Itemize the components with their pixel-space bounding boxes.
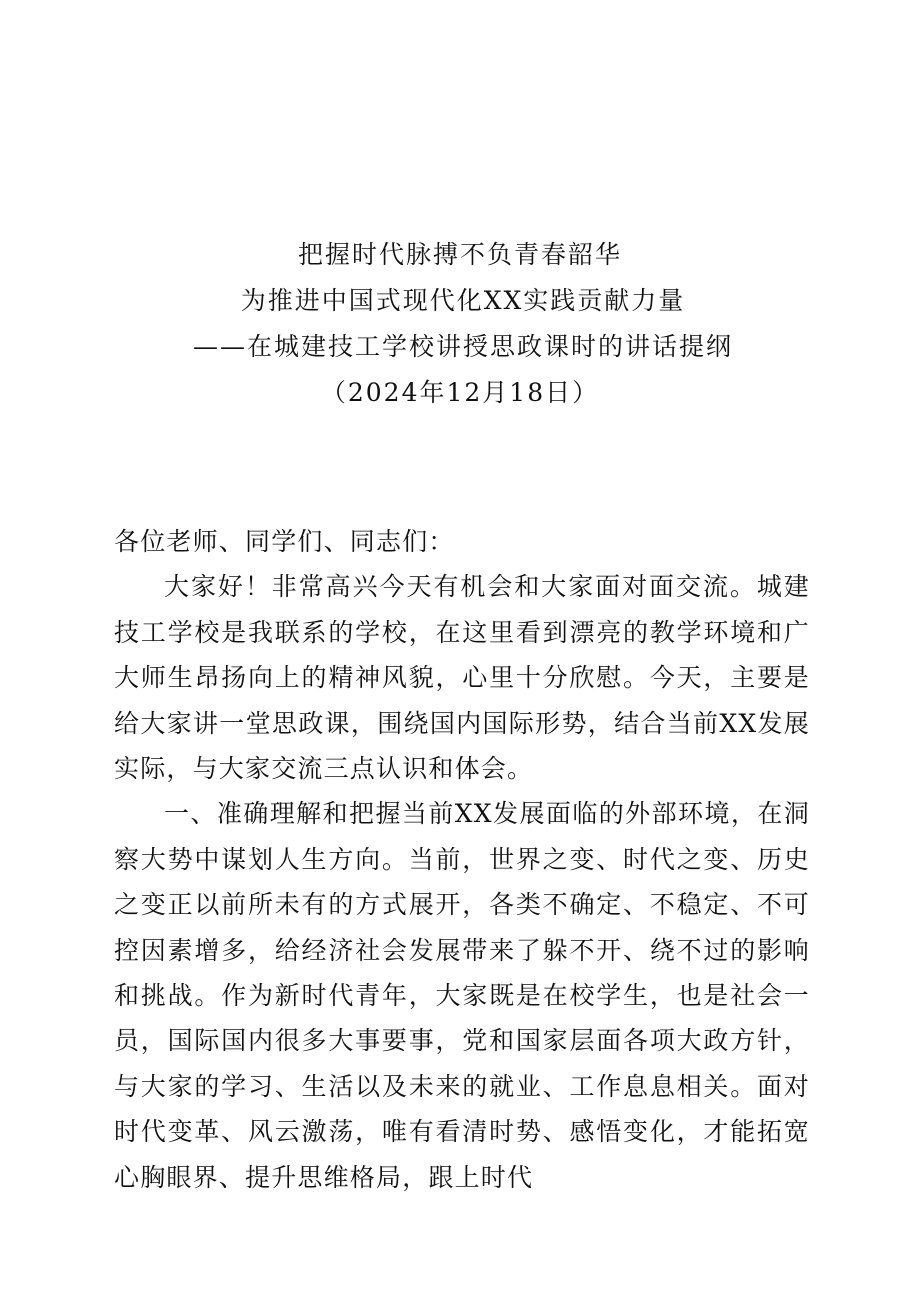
paragraph-section-one: 一、准确理解和把握当前XX发展面临的外部环境，在洞察大势中谋划人生方向。当前，世界之变、时代之变、历史之变正以前所未有的方式展开，各类不确定、不稳定、不可控因素增多，给经济社会发展带来了躲不开、绕不过的影响和挑战。作为新时代青年，大家既是在校学生，也是社会一员，国际国内很多大事要事，党和国家层面各项大政方针，与大家的学习、生活以及未来的就业、工作息息相关。面对时代变革、风云激荡，唯有看清时势、感悟变化，才能拓宽心胸眼界、提升思维格局，跟上时代	[114, 799, 810, 1192]
document-subtitle: ——在城建技工学校讲授思政课时的讲话提纲	[192, 332, 733, 361]
salutation: 各位老师、同学们、同志们：	[114, 527, 455, 556]
title-line-1: 把握时代脉搏不负青春韶华	[297, 240, 622, 269]
title-line-2: 为推进中国式现代化XX实践贡献力量	[240, 286, 686, 315]
document-date: （2024年12月18日）	[320, 378, 600, 407]
document-body	[114, 519, 810, 1200]
document-title-block	[0, 232, 920, 416]
paragraph-greeting: 大家好！非常高兴今天有机会和大家面对面交流。城建技工学校是我联系的学校，在这里看到漂亮的教学环境和广大师生昂扬向上的精神风貌，心里十分欣慰。今天，主要是给大家讲一堂思政课，围绕国内国际形势，结合当前XX发展实际，与大家交流三点认识和体会。	[114, 572, 810, 784]
